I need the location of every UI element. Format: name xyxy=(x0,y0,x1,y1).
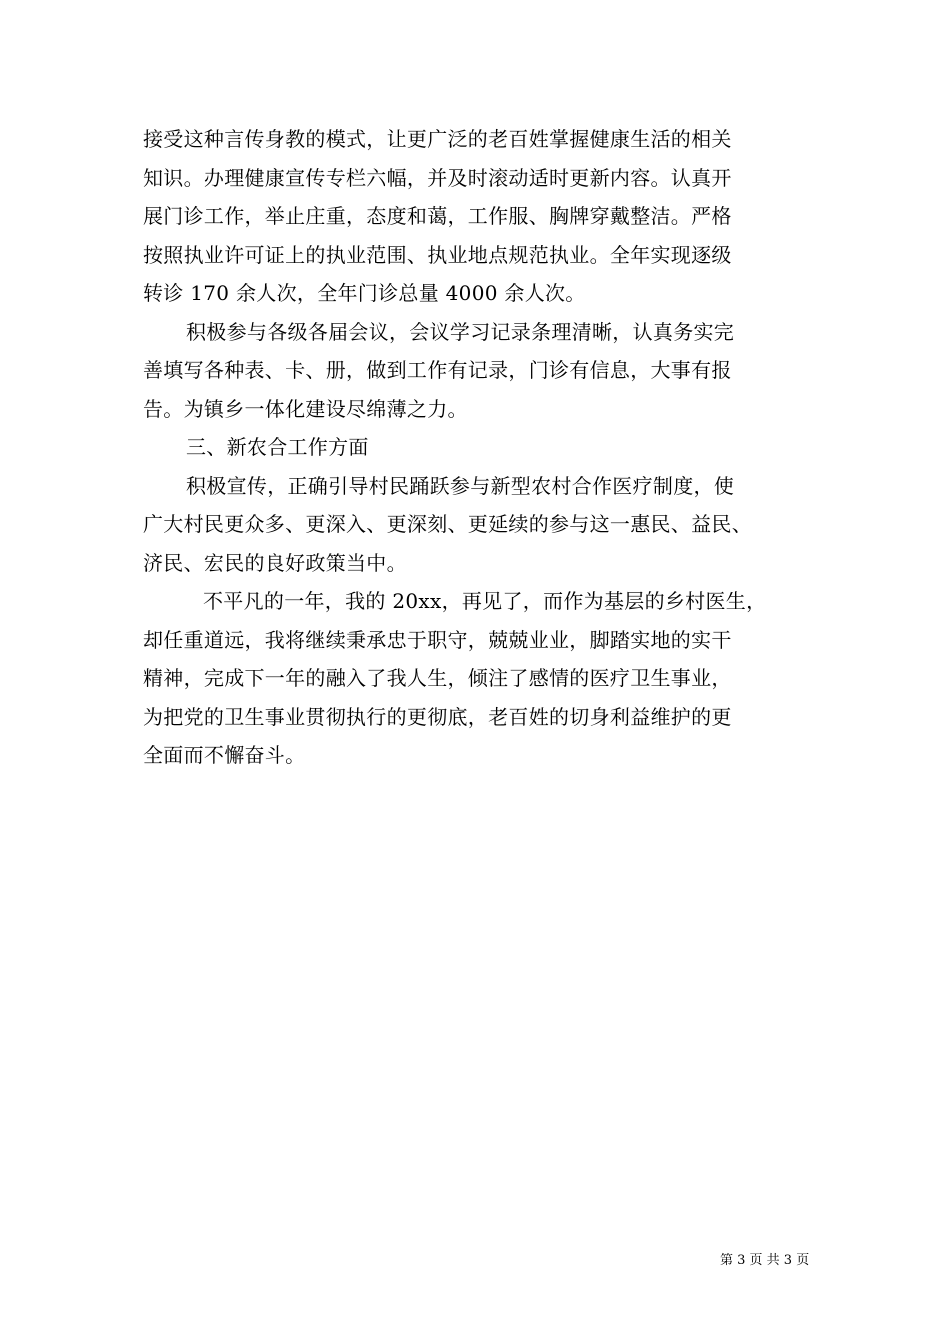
body-line: 精神，完成下一年的融入了我人生，倾注了感情的医疗卫生事业， xyxy=(143,666,732,690)
body-line: 全面而不懈奋斗。 xyxy=(143,743,306,767)
body-line: 按照执业许可证上的执业范围、执业地点规范执业。全年实现逐级 xyxy=(143,242,732,267)
body-line: 告。为镇乡一体化建设尽绵薄之力。 xyxy=(143,396,468,421)
paragraph-start-line: 不平凡的一年，我的 20xx，再见了，而作为基层的乡村医生， xyxy=(203,589,767,613)
body-line: 善填写各种表、卡、册，做到工作有记录，门诊有信息，大事有报 xyxy=(143,358,732,382)
body-line: 为把党的卫生事业贯彻执行的更彻底，老百姓的切身利益维护的更 xyxy=(143,704,732,729)
body-line: 知识。办理健康宣传专栏六幅，并及时滚动适时更新内容。认真开 xyxy=(143,165,732,190)
body-line: 接受这种言传身教的模式，让更广泛的老百姓掌握健康生活的相关 xyxy=(143,127,732,151)
paragraph-start-line: 积极宣传，正确引导村民踊跃参与新型农村合作医疗制度，使 xyxy=(186,473,735,498)
body-line: 广大村民更众多、更深入、更深刻、更延续的参与这一惠民、益民、 xyxy=(143,512,752,536)
page-number: 第 3 页 共 3 页 xyxy=(720,1253,810,1268)
document-body xyxy=(143,120,823,775)
paragraph-start-line: 积极参与各级各届会议，会议学习记录条理清晰，认真务实完 xyxy=(186,319,735,344)
section-heading: 三、新农合工作方面 xyxy=(186,435,369,459)
body-line: 展门诊工作，举止庄重，态度和蔼，工作服、胸牌穿戴整洁。严格 xyxy=(143,204,732,228)
body-line: 转诊 170 余人次，全年门诊总量 4000 余人次。 xyxy=(143,281,586,305)
body-line: 济民、宏民的良好政策当中。 xyxy=(143,550,407,575)
body-line: 却任重道远，我将继续秉承忠于职守，兢兢业业，脚踏实地的实干 xyxy=(143,627,732,652)
